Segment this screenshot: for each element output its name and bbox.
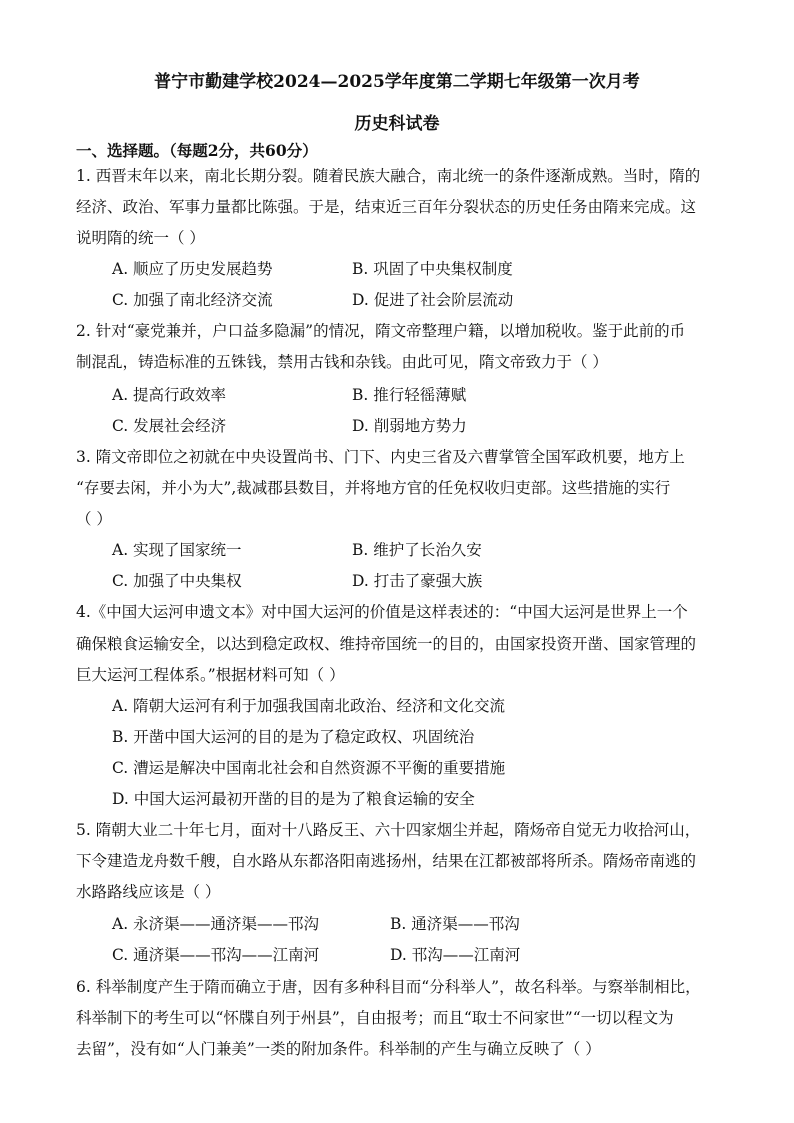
question-1-line-1: 1. 西晋末年以来，南北长期分裂。随着民族大融合，南北统一的条件逐渐成熟。当时，隋的	[76, 167, 701, 185]
question-5-line-1: 5. 隋朝大业二十年七月，面对十八路反王、六十四家烟尘并起，隋炀帝自觉无力收拾河山，	[76, 821, 701, 839]
question-2-option-b: B. 推行轻徭薄赋	[352, 386, 467, 404]
question-1-line-3: 说明隋的统一（ ）	[76, 229, 205, 247]
question-5-option-c: C. 通济渠——邗沟——江南河	[112, 946, 320, 964]
question-4-option-a: A. 隋朝大运河有利于加强我国南北政治、经济和文化交流	[112, 697, 506, 715]
question-4-option-c: C. 漕运是解决中国南北社会和自然资源不平衡的重要措施	[112, 759, 506, 777]
question-3-option-a: A. 实现了国家统一	[112, 541, 242, 559]
question-3-line-2: “存要去闲，并小为大”,裁减郡县数目，并将地方官的任免权收归吏部。这些措施的实行	[76, 479, 671, 497]
question-5-line-2: 下令建造龙舟数千艘，自水路从东都洛阳南逃扬州，结果在江都被部将所杀。隋炀帝南逃的	[76, 852, 697, 870]
question-1-option-c: C. 加强了南北经济交流	[112, 291, 273, 309]
question-3-option-c: C. 加强了中央集权	[112, 572, 242, 590]
question-6-line-2: 科举制下的考生可以“怀牒自列于州县”，自由报考；而且“取士不问家世”“一切以程文为	[76, 1009, 674, 1027]
exam-subtitle: 历史科试卷	[354, 114, 440, 134]
question-4-line-2: 确保粮食运输安全，以达到稳定政权、维持帝国统一的目的，由国家投资开凿、国家管理的	[76, 635, 697, 653]
exam-title: 普宁市勤建学校2024—2025学年度第二学期七年级第一次月考	[154, 72, 640, 92]
section-heading: 一、选择题。（每题2分，共60分）	[76, 141, 318, 160]
question-4-line-3: 巨大运河工程体系。”根据材料可知（ ）	[76, 666, 345, 684]
question-5-option-d: D. 邗沟——江南河	[390, 946, 521, 964]
question-2-option-c: C. 发展社会经济	[112, 417, 227, 435]
question-5-option-a: A. 永济渠——通济渠——邗沟	[112, 915, 320, 933]
question-3-line-1: 3. 隋文帝即位之初就在中央设置尚书、门下、内史三省及六曹掌管全国军政机要，地方上	[76, 448, 685, 466]
question-3-option-d: D. 打击了豪强大族	[352, 572, 483, 590]
question-2-line-1: 2. 针对“豪党兼并，户口益多隐漏”的情况，隋文帝整理户籍，以增加税收。鉴于此前的币	[76, 322, 686, 340]
question-1-option-d: D. 促进了社会阶层流动	[352, 291, 514, 309]
question-1-option-b: B. 巩固了中央集权制度	[352, 260, 513, 278]
question-5-line-3: 水路路线应该是（ ）	[76, 883, 221, 901]
question-3-line-3: （ ）	[76, 510, 112, 528]
question-3-option-b: B. 维护了长治久安	[352, 541, 482, 559]
question-4-line-1: 4.《中国大运河申遗文本》对中国大运河的价值是这样表述的：“中国大运河是世界上一个	[76, 603, 688, 621]
question-4-option-b: B. 开凿中国大运河的目的是为了稳定政权、巩固统治	[112, 728, 475, 746]
question-1-line-2: 经济、政治、军事力量都比陈强。于是，结束近三百年分裂状态的历史任务由隋来完成。这	[76, 198, 697, 216]
question-2-option-d: D. 削弱地方势力	[352, 417, 467, 435]
question-6-line-3: 去留”，没有如“人门兼美”一类的附加条件。科举制的产生与确立反映了（ ）	[76, 1040, 601, 1058]
question-2-option-a: A. 提高行政效率	[112, 386, 227, 404]
question-2-line-2: 制混乱，铸造标准的五铢钱，禁用古钱和杂钱。由此可见，隋文帝致力于（ ）	[76, 353, 608, 371]
question-1-option-a: A. 顺应了历史发展趋势	[112, 260, 273, 278]
question-4-option-d: D. 中国大运河最初开凿的目的是为了粮食运输的安全	[112, 790, 475, 808]
question-6-line-1: 6. 科举制度产生于隋而确立于唐，因有多种科目而“分科举人”，故名科举。与察举制相比，	[76, 978, 701, 996]
question-5-option-b: B. 通济渠——邗沟	[390, 915, 520, 933]
